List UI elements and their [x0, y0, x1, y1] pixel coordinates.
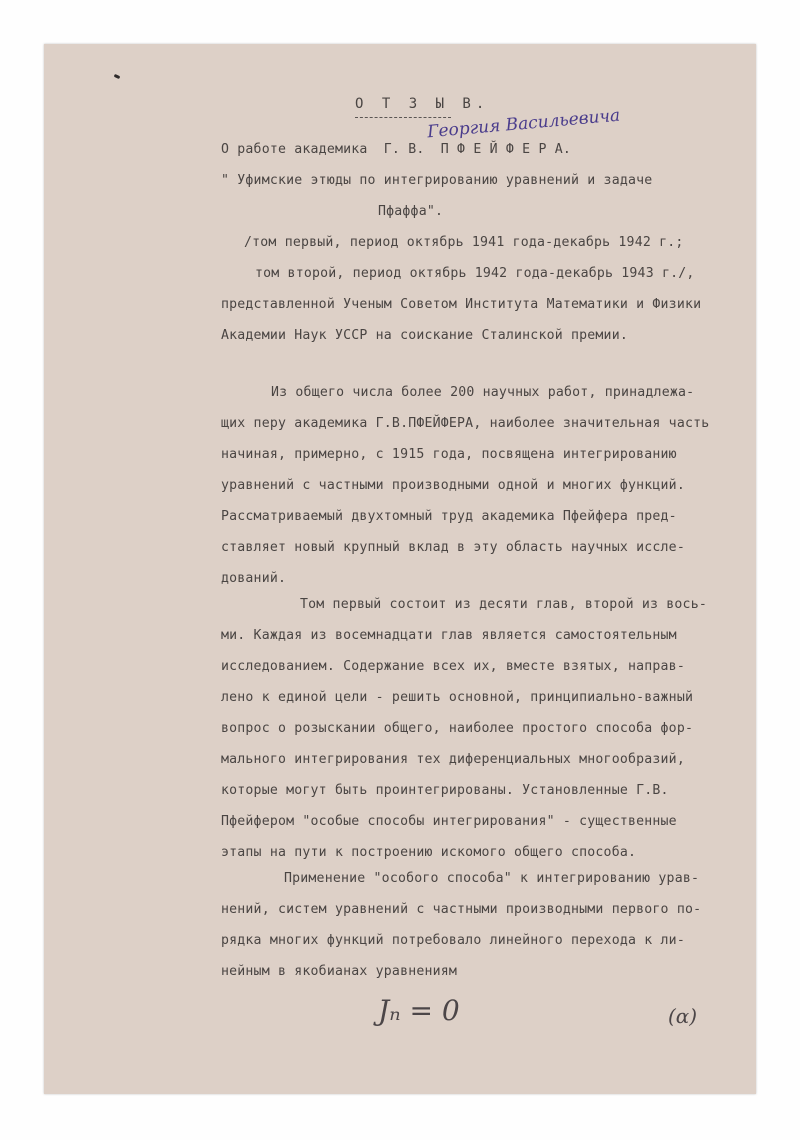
body-line: нейным в якобианах уравнениям — [221, 964, 458, 979]
body-line: ми. Каждая из восемнадцати глав является самостоятельным — [221, 628, 677, 643]
body-line: дований. — [221, 571, 287, 586]
document-title: О Т З Ы В. — [355, 96, 490, 112]
title-underline — [355, 117, 451, 118]
body-line: Из общего числа более 200 научных работ, принадлежа- — [271, 385, 695, 400]
body-line: ставляет новый крупный вклад в эту область научных иссле- — [221, 540, 685, 555]
body-line: исследованием. Содержание всех их, вместе взятых, направ- — [221, 659, 685, 674]
body-line: нений, систем уравнений с частными производными первого по- — [221, 902, 702, 917]
body-line: уравнений с частными производными одной и многих функций. — [221, 478, 685, 493]
body-line: щих перу академика Г.В.ПФЕЙФЕРА, наиболее значительная часть — [221, 416, 710, 431]
handwritten-formula: Jₙ = 0 — [378, 994, 460, 1027]
body-line: Пфейфером "особые способы интегрирования" - существенные — [221, 814, 677, 829]
document-page — [44, 44, 756, 1094]
ink-mark — [114, 74, 121, 79]
header-line: том второй, период октябрь 1942 года-декабрь 1943 г./, — [255, 266, 695, 281]
handwritten-name: Георгия Васильевича — [426, 105, 621, 143]
header-line: Пфаффа". — [378, 204, 444, 219]
header-line: /том первый, период октябрь 1941 года-декабрь 1942 г.; — [244, 235, 684, 250]
body-line: рядка многих функций потребовало линейного перехода к ли- — [221, 933, 685, 948]
body-line: которые могут быть проинтегрированы. Установленные Г.В. — [221, 783, 669, 798]
body-line: Применение "особого способа" к интегрированию урав- — [284, 871, 700, 886]
formula-label: (α) — [668, 1004, 698, 1028]
header-line: О работе академика Г. В. П Ф Е Й Ф Е Р А. — [221, 142, 572, 157]
body-line: вопрос о розыскании общего, наиболее простого способа фор- — [221, 721, 694, 736]
body-line: лено к единой цели - решить основной, принципиально-важный — [221, 690, 694, 705]
header-line: " Уфимские этюды по интегрированию уравнений и задаче — [221, 173, 653, 188]
header-line: представленной Ученым Советом Института Математики и Физики — [221, 297, 702, 312]
body-line: мального интегрирования тех диференциальных многообразий, — [221, 752, 685, 767]
body-line: этапы на пути к построению искомого общего способа. — [221, 845, 637, 860]
header-line: Академии Наук УССР на соискание Сталинской премии. — [221, 328, 628, 343]
body-line: Рассматриваемый двухтомный труд академика Пфейфера пред- — [221, 509, 677, 524]
body-line: начиная, примерно, с 1915 года, посвящена интегрированию — [221, 447, 677, 462]
body-line: Том первый состоит из десяти глав, второй из вось- — [300, 597, 707, 612]
